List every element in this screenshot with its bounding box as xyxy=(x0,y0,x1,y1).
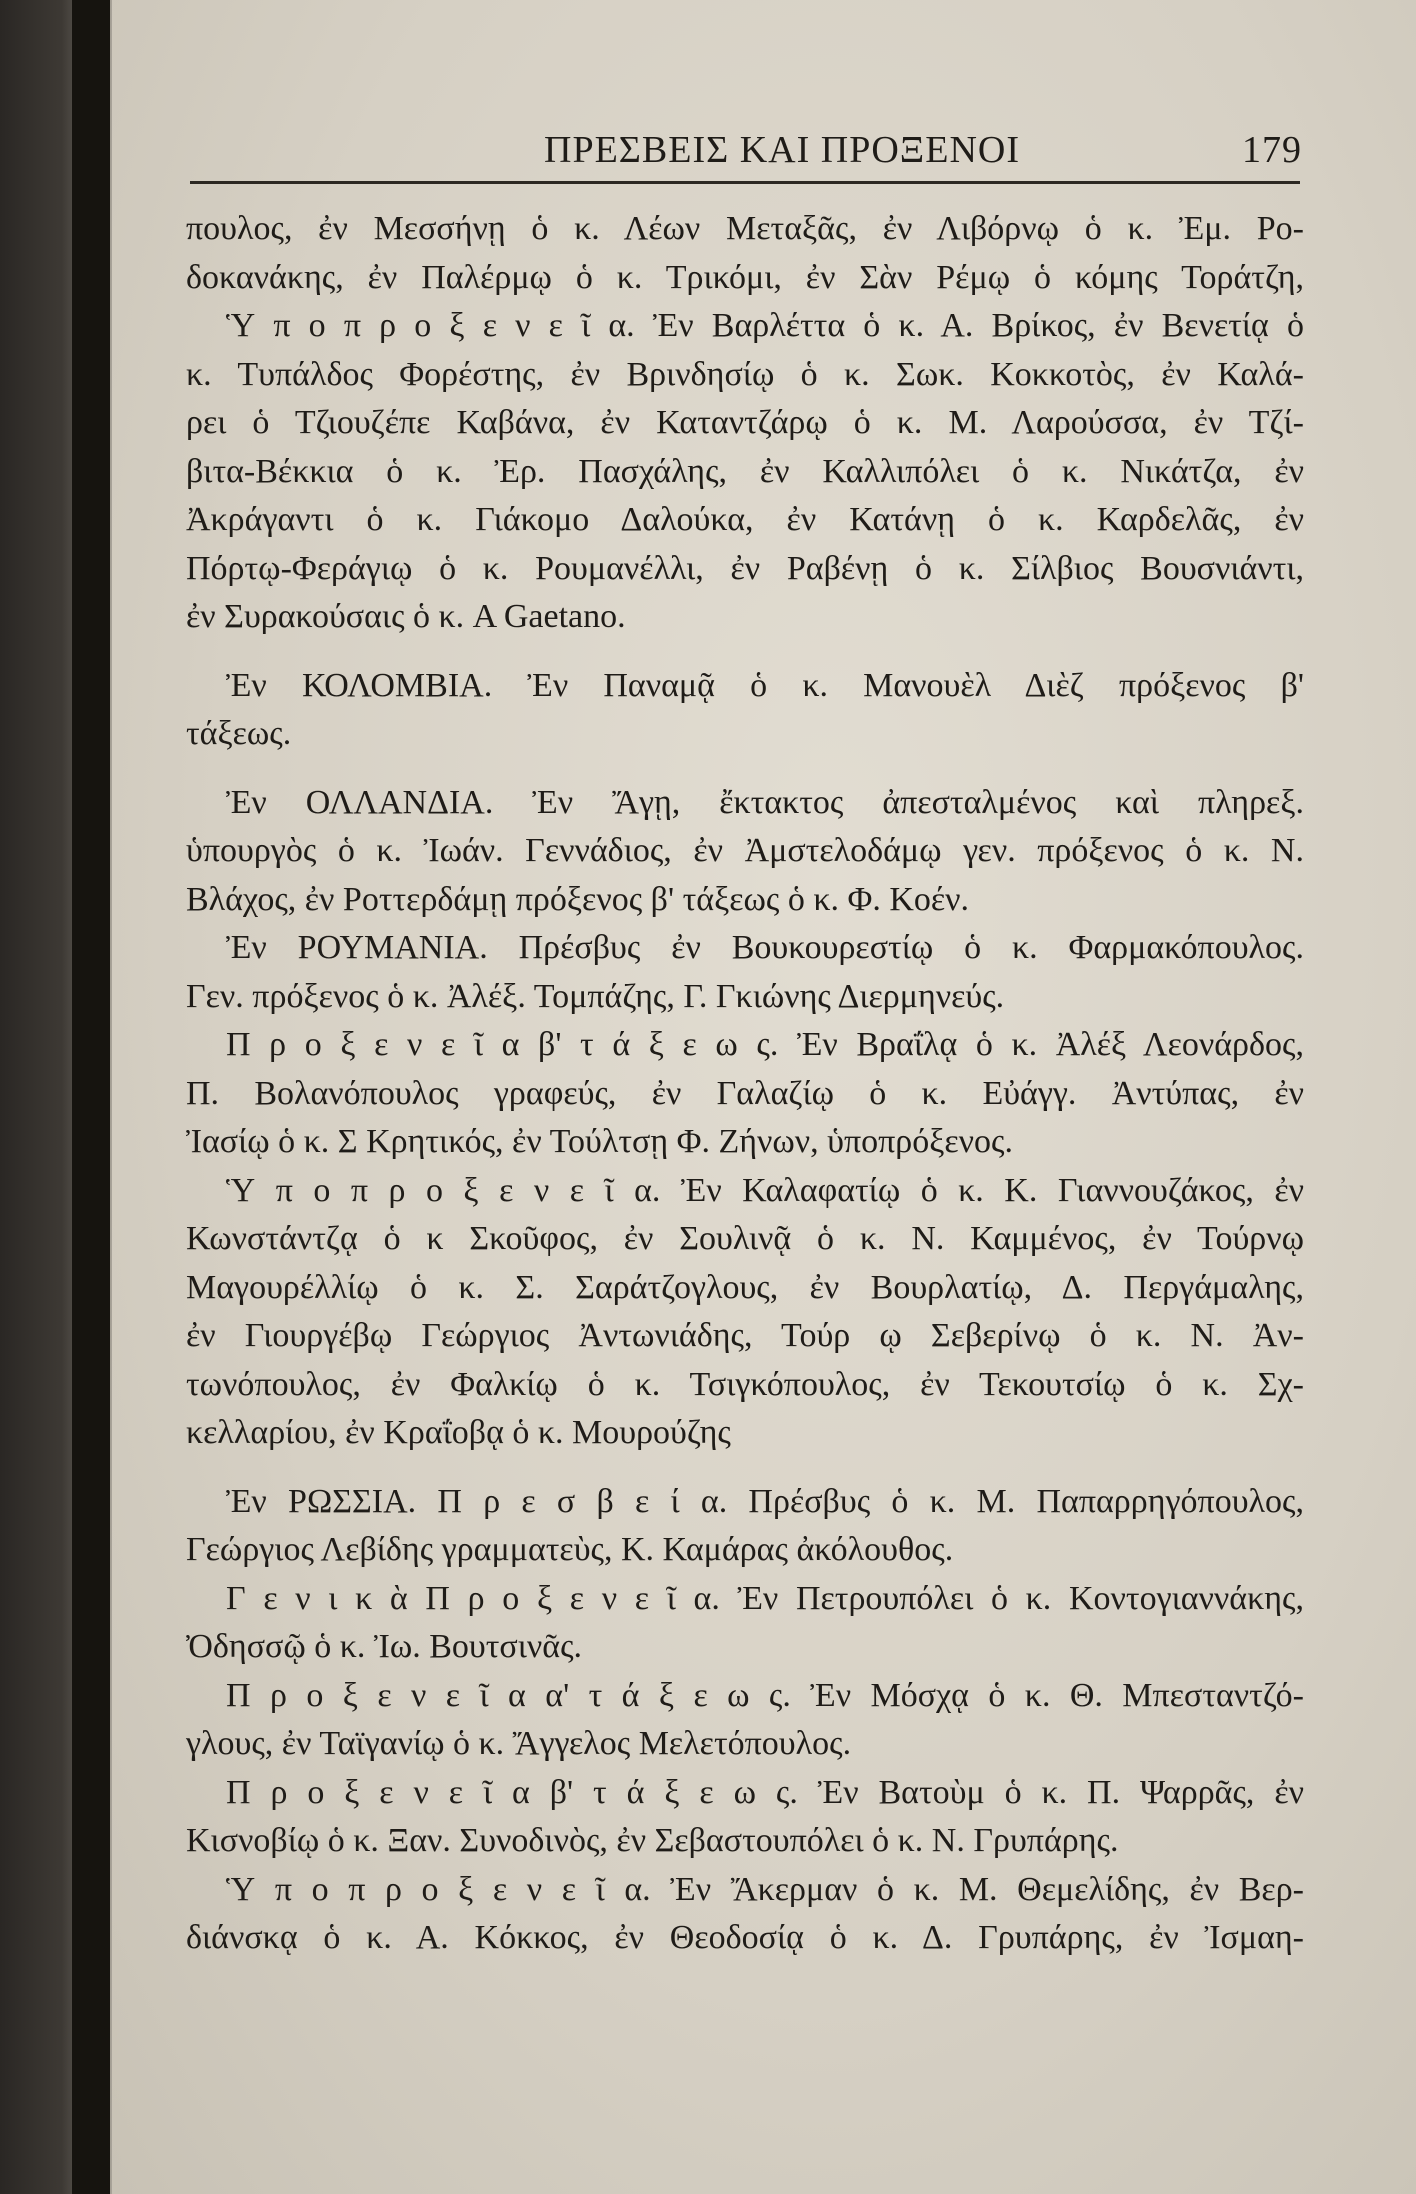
text-line: Π ρ ο ξ ε ν ε ῖ α β' τ ά ξ ε ω ς. Ἐν Βραΐλᾳ ὁ κ. Ἀλέξ Λεονάρδος, xyxy=(226,1026,1304,1063)
text-line: Ἐν ΡΟΥΜΑΝΙΑ. Πρέσβυς ἐν Βουκουρεστίῳ ὁ κ. Φαρμακόπουλος. xyxy=(226,929,1304,966)
text-line: Κωνστάντζᾳ ὁ κ Σκοῦφος, ἐν Σουλινᾷ ὁ κ. Ν. Καμμένος, ἐν Τούρνῳ xyxy=(186,1220,1304,1257)
text-line: κ. Τυπάλδος Φορέστης, ἐν Βρινδησίῳ ὁ κ. Σωκ. Κοκκοτὸς, ἐν Καλά- xyxy=(186,355,1304,393)
text-line: Ἐν ΟΛΛΑΝΔΙΑ. Ἐν Ἄγῃ, ἔκτακτος ἀπεσταλμένος καὶ πληρεξ. xyxy=(226,783,1304,821)
text-line: πουλος, ἐν Μεσσήνῃ ὁ κ. Λέων Μεταξᾶς, ἐν Λιβόρνῳ ὁ κ. Ἐμ. Ρο- xyxy=(186,210,1304,247)
text-line: Βλάχος, ἐν Ροττερδάμῃ πρόξενος β' τάξεως ὁ κ. Φ. Κοέν. xyxy=(186,880,970,918)
text-line: Ἀκράγαντι ὁ κ. Γιάκομο Δαλούκα, ἐν Κατάνῃ ὁ κ. Καρδελᾶς, ἐν xyxy=(186,501,1304,538)
text-line: Ὑ π ο π ρ ο ξ ε ν ε ῖ α. Ἐν Ἄκερμαν ὁ κ. Μ. Θεμελίδης, ἐν Βερ- xyxy=(226,1870,1304,1908)
text-line: Ἰασίῳ ὁ κ. Σ Κρητικός, ἐν Τούλτσῃ Φ. Ζήνων, ὑποπρόξενος. xyxy=(186,1123,1014,1160)
text-line: Π ρ ο ξ ε ν ε ῖ α α' τ ά ξ ε ω ς. Ἐν Μόσχᾳ ὁ κ. Θ. Μπεσταντζό- xyxy=(226,1676,1304,1714)
text-line: Γεώργιος Λεβίδης γραμματεὺς, Κ. Καμάρας ἀκόλουθος. xyxy=(186,1531,954,1568)
running-header xyxy=(262,120,1302,180)
text-line: ρει ὁ Τζιουζέπε Καβάνα, ἐν Καταντζάρῳ ὁ κ. Μ. Λαρούσσα, ἐν Τζί- xyxy=(186,404,1304,441)
text-line: Ὀδησσῷ ὁ κ. Ἰω. Βουτσινᾶς. xyxy=(186,1628,583,1665)
text-line: ἐν Γιουργέβῳ Γεώργιος Ἀντωνιάδης, Τούρ ῳ Σεβερίνῳ ὁ κ. Ν. Ἀν- xyxy=(186,1317,1304,1354)
header-rule xyxy=(190,181,1300,184)
text-line: ἐν Συρακούσαις ὁ κ. A Gaetano. xyxy=(186,598,626,635)
text-line: Κισνοβίῳ ὁ κ. Ξαν. Συνοδινὸς, ἐν Σεβαστουπόλει ὁ κ. Ν. Γρυπάρης. xyxy=(186,1822,1119,1859)
text-line: Ἐν ΡΩΣΣΙΑ. Π ρ ε σ β ε ί α. Πρέσβυς ὁ κ. Μ. Παπαρρηγόπουλος, xyxy=(226,1482,1304,1520)
body-text xyxy=(186,205,1304,1963)
text-line: Ἐν ΚΟΛΟΜΒΙΑ. Ἐν Παναμᾷ ὁ κ. Μανουὲλ Διὲζ πρόξενος β' xyxy=(226,666,1304,704)
text-line: τωνόπουλος, ἐν Φαλκίῳ ὁ κ. Τσιγκόπουλος, ἐν Τεκουτσίῳ ὁ κ. Σχ- xyxy=(186,1365,1304,1403)
text-line: Γεν. πρόξενος ὁ κ. Ἀλέξ. Τομπάζης, Γ. Γκιώνης Διερμηνεύς. xyxy=(186,977,1005,1015)
text-line: διάνσκᾳ ὁ κ. Α. Κόκκος, ἐν Θεοδοσίᾳ ὁ κ. Δ. Γρυπάρης, ἐν Ἰσμαη- xyxy=(186,1919,1304,1956)
text-line: Γ ε ν ι κ ὰ Π ρ ο ξ ε ν ε ῖ α. Ἐν Πετρουπόλει ὁ κ. Κοντογιαννάκης, xyxy=(226,1579,1304,1617)
page-number: 179 xyxy=(1241,129,1302,171)
text-line: τάξεως. xyxy=(186,715,292,752)
text-line: δοκανάκης, ἐν Παλέρμῳ ὁ κ. Τρικόμι, ἐν Σὰν Ρέμῳ ὁ κόμης Τοράτζη, xyxy=(186,258,1304,296)
text-line: Μαγουρέλλίῳ ὁ κ. Σ. Σαράτζογλους, ἐν Βουρλατίῳ, Δ. Περγάμαλης, xyxy=(186,1268,1304,1306)
text-line: Πόρτῳ-Φεράγιῳ ὁ κ. Ρουμανέλλι, ἐν Ραβένῃ ὁ κ. Σίλβιος Βουσνιάντι, xyxy=(186,549,1304,587)
text-line: Ὑ π ο π ρ ο ξ ε ν ε ῖ α. Ἐν Καλαφατίῳ ὁ κ. Κ. Γιαννουζάκος, ἐν xyxy=(226,1171,1304,1209)
text-line: ὑπουργὸς ὁ κ. Ἰωάν. Γεννάδιος, ἐν Ἀμστελοδάμῳ γεν. πρόξενος ὁ κ. Ν. xyxy=(186,832,1304,869)
text-line: γλους, ἐν Ταϊγανίῳ ὁ κ. Ἄγγελος Μελετόπουλος. xyxy=(186,1725,852,1762)
page-title: ΠΡΕΣΒΕΙΣ ΚΑΙ ΠΡΟΞΕΝΟΙ xyxy=(544,129,1020,171)
text-line: Ὑ π ο π ρ ο ξ ε ν ε ῖ α. Ἐν Βαρλέττα ὁ κ. Α. Βρίκος, ἐν Βενετίᾳ ὁ xyxy=(226,307,1304,344)
text-line: Π. Βολανόπουλος γραφεύς, ἐν Γαλαζίῳ ὁ κ. Εὐάγγ. Ἀντύπας, ἐν xyxy=(186,1074,1304,1112)
text-line: κελλαρίου, ἐν Κραΐοβᾳ ὁ κ. Μουρούζης xyxy=(186,1414,731,1451)
book-gutter xyxy=(72,0,110,2194)
text-line: βιτα-Βέκκια ὁ κ. Ἐρ. Πασχάλης, ἐν Καλλιπόλει ὁ κ. Νικάτζα, ἐν xyxy=(186,452,1304,490)
text-line: Π ρ ο ξ ε ν ε ῖ α β' τ ά ξ ε ω ς. Ἐν Βατοὺμ ὁ κ. Π. Ψαρρᾶς, ἐν xyxy=(226,1773,1304,1811)
